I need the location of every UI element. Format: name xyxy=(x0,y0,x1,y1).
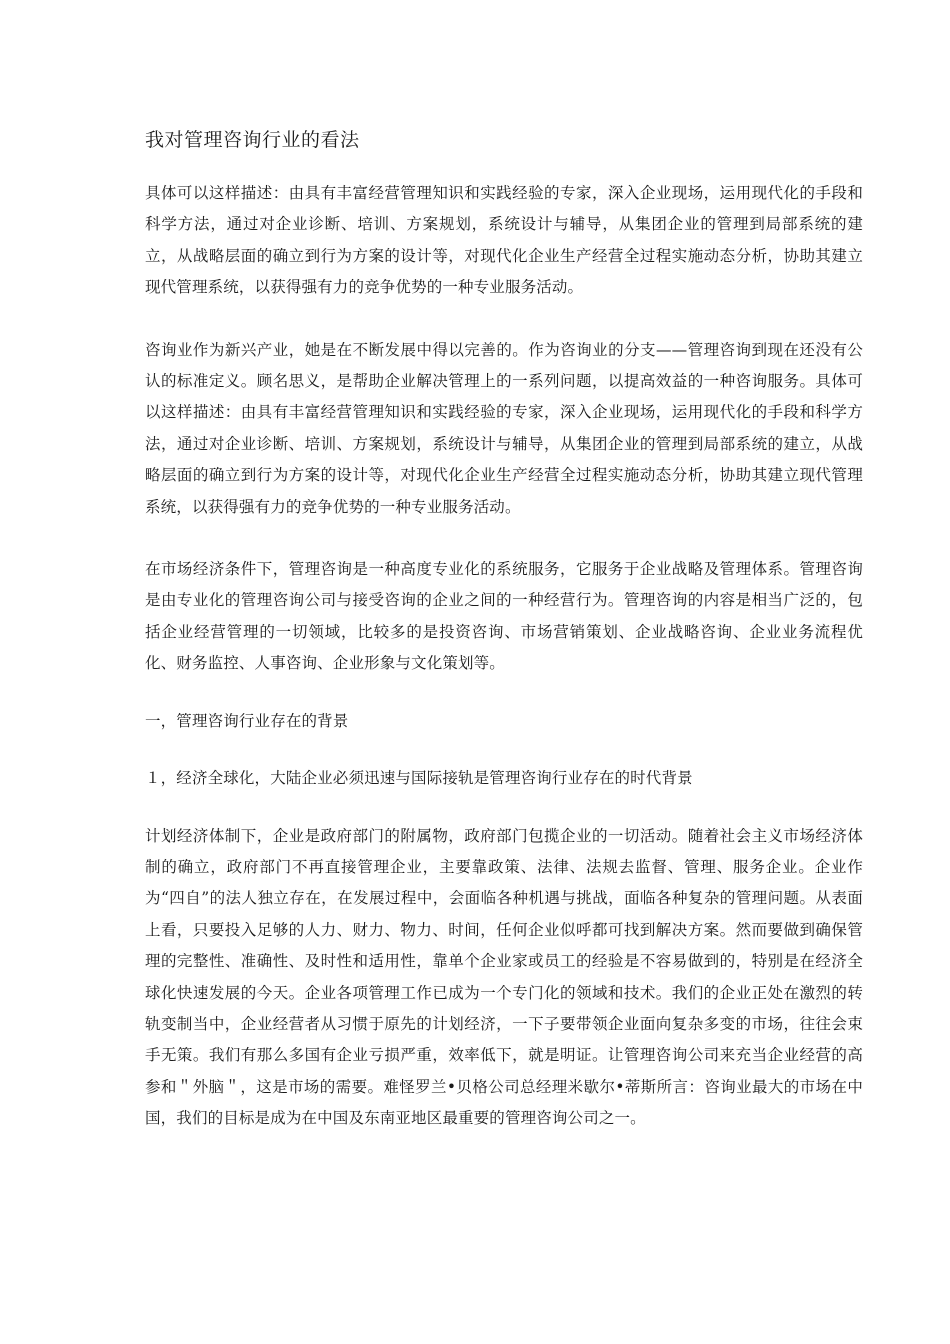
paragraph-description: 具体可以这样描述：由具有丰富经营管理知识和实践经验的专家，深入企业现场，运用现代化的手段和科学方法，通过对企业诊断、培训、方案规划，系统设计与辅导，从集团企业的管理到局部系统的建立，从战略层面的确立到行为方案的设计等，对现代化企业生产经营全过程实施动态分析，协助其建立现代管理系统，以获得强有力的竞争优势的一种专业服务活动。 xyxy=(145,184,863,297)
paragraph-industry-definition: 咨询业作为新兴产业，她是在不断发展中得以完善的。作为咨询业的分支——管理咨询到现在还没有公认的标准定义。顾名思义，是帮助企业解决管理上的一系列问题，以提高效益的一种咨询服务。具体可以这样描述：由具有丰富经营管理知识和实践经验的专家，深入企业现场，运用现代化的手段和科学方法，通过对企业诊断、培训、方案规划，系统设计与辅导，从集团企业的管理到局部系统的建立，从战略层面的确立到行为方案的设计等，对现代化企业生产经营全过程实施动态分析，协助其建立现代管理系统，以获得强有力的竞争优势的一种专业服务活动。 xyxy=(145,340,863,516)
document-title: 我对管理咨询行业的看法 xyxy=(145,129,360,151)
spacer xyxy=(145,523,863,554)
spacer xyxy=(145,158,863,178)
paragraph-market-economy: 在市场经济条件下，管理咨询是一种高度专业化的系统服务，它服务于企业战略及管理体系。管理咨询是由专业化的管理咨询公司与接受咨询的企业之间的一种经营行为。管理咨询的内容是相当广泛的，包括企业经营管理的一切领域，比较多的是投资咨询、市场营销策划、企业战略咨询、企业业务流程优化、财务监控、人事咨询、企业形象与文化策划等。 xyxy=(145,560,863,673)
subsection-heading-globalization: １，经济全球化，大陆企业必须迅速与国际接轨是管理咨询行业存在的时代背景 xyxy=(145,769,693,788)
spacer xyxy=(145,737,863,763)
spacer xyxy=(145,795,863,821)
spacer xyxy=(145,680,863,706)
spacer xyxy=(145,304,863,335)
section-heading-background: 一，管理咨询行业存在的背景 xyxy=(145,711,349,730)
document-body xyxy=(145,122,863,1135)
paragraph-planned-economy: 计划经济体制下，企业是政府部门的附属物，政府部门包揽企业的一切活动。随着社会主义市场经济体制的确立，政府部门不再直接管理企业，主要靠政策、法律、法规去监督、管理、服务企业。企业作为“四自”的法人独立存在，在发展过程中，会面临各种机遇与挑战，面临各种复杂的管理问题。从表面上看，只要投入足够的人力、财力、物力、时间，任何企业似呼都可找到解决方案。然而要做到确保管理的完整性、准确性、及时性和适用性，靠单个企业家或员工的经验是不容易做到的，特别是在经济全球化快速发展的今天。企业各项管理工作已成为一个专门化的领域和技术。我们的企业正处在激烈的转轨变制当中，企业经营者从习惯于原先的计划经济，一下子要带领企业面向复杂多变的市场，往往会束手无策。我们有那么多国有企业亏损严重，效率低下，就是明证。让管理咨询公司来充当企业经营的高参和＂外脑＂，这是市场的需要。难怪罗兰•贝格公司总经理米歇尔•蒂斯所言：咨询业最大的市场在中国，我们的目标是成为在中国及东南亚地区最重要的管理咨询公司之一。 xyxy=(145,826,863,1128)
